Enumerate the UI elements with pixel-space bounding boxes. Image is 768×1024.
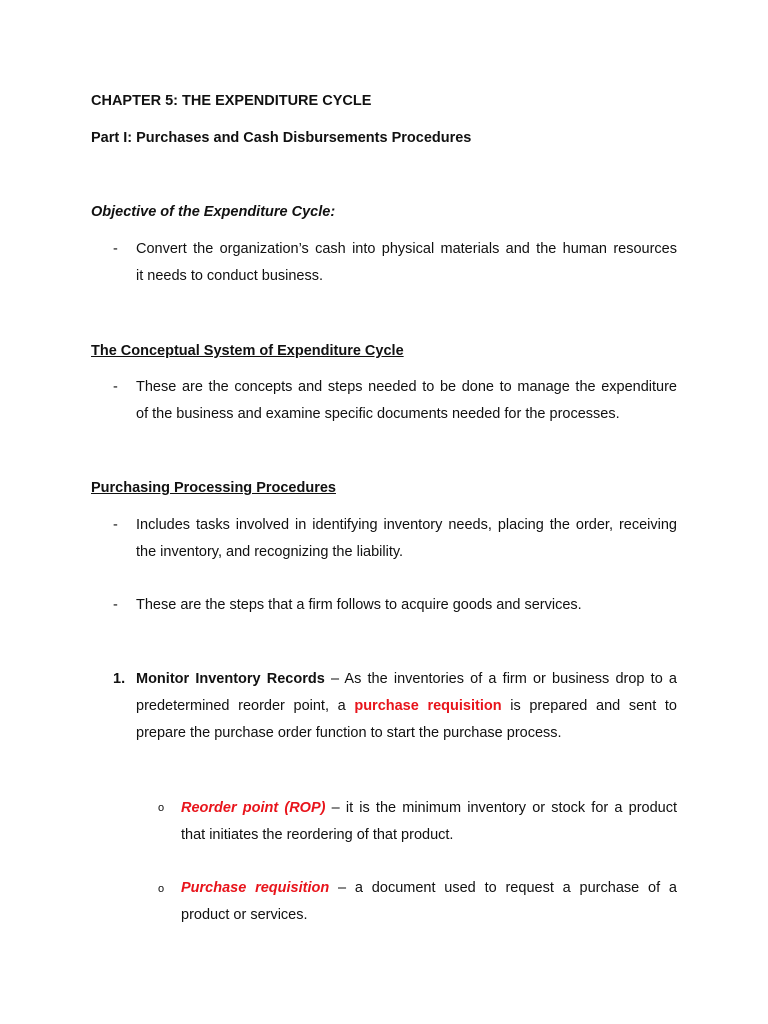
rop-term: Reorder point (ROP) xyxy=(181,800,326,816)
step-1-paragraph xyxy=(136,666,677,747)
purchasing-item-2-line: These are the steps that a firm follows to acquire goods and services. xyxy=(136,597,582,613)
objective-item-line1: Convert the organization’s cash into physical materials and the human resources xyxy=(136,241,677,257)
conceptual-item-line1: These are the concepts and steps needed to be done to manage the expenditure xyxy=(136,379,677,395)
conceptual-heading: The Conceptual System of Expenditure Cycle xyxy=(91,343,404,359)
rop-line1-rest: – it is the minimum inventory or stock for a product xyxy=(331,800,677,816)
circle-bullet: o xyxy=(158,883,165,895)
step-1-line3: prepare the purchase order function to start the purchase process. xyxy=(136,725,562,741)
objective-heading: Objective of the Expenditure Cycle: xyxy=(91,204,336,220)
step-1-line2-pre: predetermined reorder point, a xyxy=(136,698,346,714)
bullet-dash: - xyxy=(113,517,118,533)
objective-item-line2: it needs to conduct business. xyxy=(136,268,324,284)
purchasing-item-1-line1: Includes tasks involved in identifying inventory needs, placing the order, receiving xyxy=(136,517,677,533)
purchasing-item-1-line2: the inventory, and recognizing the liability. xyxy=(136,544,404,560)
conceptual-item xyxy=(136,374,677,428)
conceptual-item-line2: of the business and examine specific documents needed for the processes. xyxy=(136,406,620,422)
subitem-requisition xyxy=(181,875,677,929)
step-number: 1. xyxy=(113,671,126,687)
step-1-line1 xyxy=(136,666,677,693)
step-1-line2-post: is prepared and sent to xyxy=(510,698,677,714)
objective-item xyxy=(136,236,677,290)
step-1-term: Monitor Inventory Records xyxy=(136,671,325,687)
requisition-term: Purchase requisition xyxy=(181,880,330,896)
requisition-line1-rest: – a document used to request a purchase of a xyxy=(338,880,677,896)
step-1-line1-rest: – As the inventories of a firm or business drop to a xyxy=(330,671,677,687)
part-title: Part I: Purchases and Cash Disbursements Procedures xyxy=(91,130,472,146)
bullet-dash: - xyxy=(113,597,118,613)
purchasing-heading: Purchasing Processing Procedures xyxy=(91,480,336,496)
subitem-rop-line2: that initiates the reordering of that product. xyxy=(181,827,454,843)
purchasing-item-2 xyxy=(136,592,677,619)
purchasing-item-1 xyxy=(136,512,677,566)
bullet-dash: - xyxy=(113,241,118,257)
step-1-line2 xyxy=(136,693,677,720)
subitem-rop-line1 xyxy=(181,795,677,822)
chapter-title: CHAPTER 5: THE EXPENDITURE CYCLE xyxy=(91,93,372,109)
subitem-rop xyxy=(181,795,677,849)
subitem-requisition-line1 xyxy=(181,875,677,902)
circle-bullet: o xyxy=(158,802,165,814)
subitem-requisition-line2: product or services. xyxy=(181,907,308,923)
bullet-dash: - xyxy=(113,379,118,395)
purchase-requisition-highlight: purchase requisition xyxy=(354,698,502,714)
